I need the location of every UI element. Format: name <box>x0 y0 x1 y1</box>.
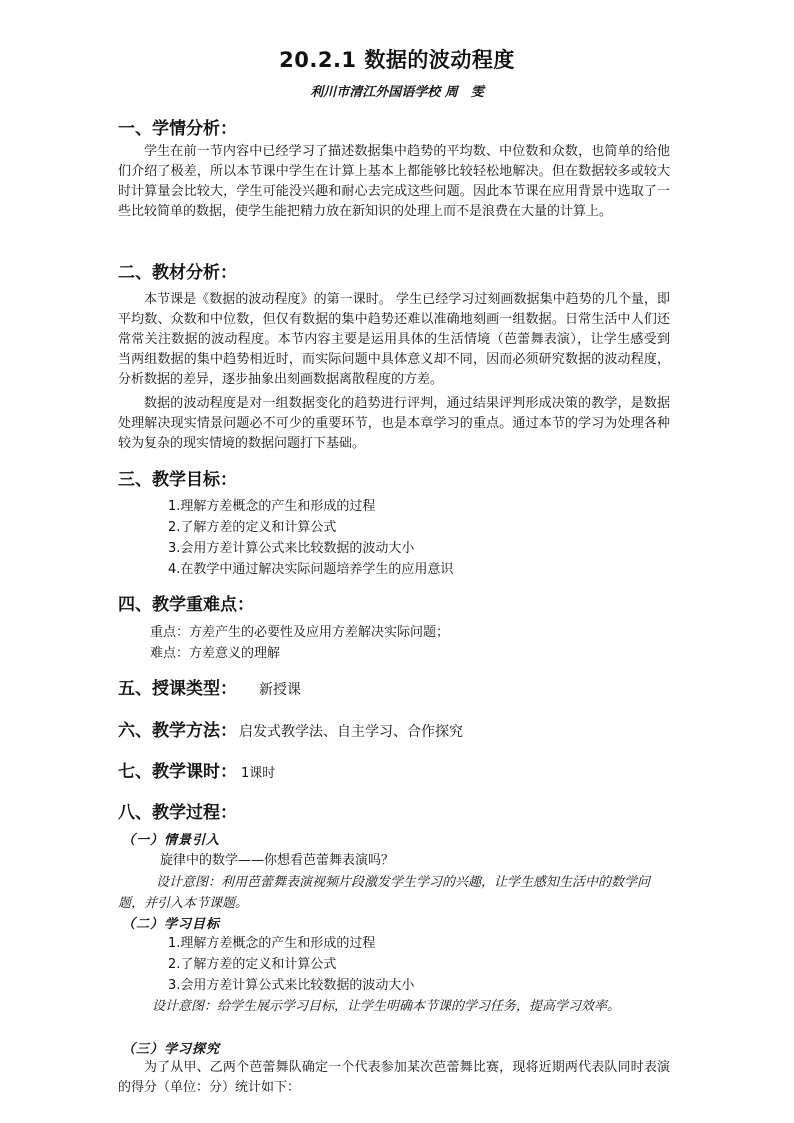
key-point-text: 重点：方差产生的必要性及应用方差解决实际问题； <box>150 625 450 640</box>
section-heading-teaching-process: 八、教学过程： <box>118 803 237 823</box>
section-heading-class-hours: 七、教学课时： 1课时 <box>118 762 276 782</box>
exploration-text: 为了从甲、乙两个芭蕾舞队确定一个代表参加某次芭蕾舞比赛，现将近期两代表队同时表演的得分（单位：分）统计如下： <box>118 1060 670 1095</box>
learning-goals-list <box>168 933 414 996</box>
list-item: 1.理解方差概念的产生和形成的过程 <box>168 499 376 514</box>
class-hours-value: 1课时 <box>241 766 276 781</box>
author-line: 利川市清江外国语学校 周 雯 <box>310 85 484 100</box>
section-heading-key-points: 四、教学重难点： <box>118 595 254 615</box>
intro-line: 旋律中的数学——你想看芭蕾舞表演吗？ <box>160 853 395 868</box>
subsection-heading-exploration: （三）学习探究 <box>122 1042 221 1057</box>
list-item: 2.了解方差的定义和计算公式 <box>168 520 337 535</box>
subsection-heading-intro: （一）情景引入 <box>122 833 221 848</box>
section-heading-teaching-method: 六、教学方法： 启发式教学法、自主学习、合作探究 <box>118 721 463 741</box>
document-title: 20.2.1 数据的波动程度 <box>279 48 515 72</box>
intro-design-intent: 设计意图：利用芭蕾舞表演视频片段激发学生学习的兴趣，让学生感知生活中的数学问题，并引入本节课题。 <box>118 875 651 911</box>
teaching-method-value: 启发式教学法、自主学习、合作探究 <box>239 724 463 740</box>
subsection-heading-learning-goals: （二）学习目标 <box>122 917 221 932</box>
section-text-learning-analysis: 学生在前一节内容中已经学习了描述数据集中趋势的平均数、中位数和众数，也简单的给他们介绍了极差，所以本节课中学生在计算上基本上都能够比较轻松地解决。但在数据较多或较大时计算量会比较大，学生可能没兴趣和耐心去完成这些问题。因此本节课在应用背景中选取了一些比较简单的数据，使学生能把精力放在新知识的处理上而不是浪费在大量的计算上。 <box>118 144 670 219</box>
list-item: 3.会用方差计算公式来比较数据的波动大小 <box>168 541 415 556</box>
list-item: 1.理解方差概念的产生和形成的过程 <box>168 936 376 951</box>
learning-goals-design-intent: 设计意图：给学生展示学习目标，让学生明确本节课的学习任务，提高学习效率。 <box>152 999 621 1014</box>
section-text-material-p2: 数据的波动程度是对一组数据变化的趋势进行评判，通过结果评判形成决策的教学，是数据处理解决现实情景问题必不可少的重要环节，也是本章学习的重点。通过本节的学习为处理各种较为复杂的现实情境的数据问题打下基础。 <box>118 396 670 451</box>
section-text-material-p1: 本节课是《数据的波动程度》的第一课时。 学生已经学习过刻画数据集中趋势的几个量，即平均数、众数和中位数，但仅有数据的集中趋势还难以准确地刻画一组数据。日常生活中人们还常常关注数据的波动程度。本节内容主要是运用具体的生活情境（芭蕾舞表演），让学生感受到当两组数据的集中趋势相近时，而实际问题中具体意义却不同，因而必须研究数据的波动程度，分析数据的差异，逐步抽象出刻画数据离散程度的方差。 <box>118 292 670 387</box>
section-heading-material-analysis: 二、教材分析： <box>118 263 237 283</box>
difficult-point-text: 难点：方差意义的理解 <box>150 646 281 661</box>
teaching-goals-list <box>168 496 453 580</box>
list-item: 4.在教学中通过解决实际问题培养学生的应用意识 <box>168 562 454 577</box>
lesson-type-value: 新授课 <box>259 682 301 698</box>
section-heading-teaching-goals: 三、教学目标： <box>118 470 237 490</box>
list-item: 3.会用方差计算公式来比较数据的波动大小 <box>168 978 415 993</box>
list-item: 2.了解方差的定义和计算公式 <box>168 957 337 972</box>
section-heading-lesson-type: 五、授课类型： 新授课 <box>118 679 301 699</box>
section-heading-learning-analysis: 一、学情分析： <box>118 119 237 139</box>
